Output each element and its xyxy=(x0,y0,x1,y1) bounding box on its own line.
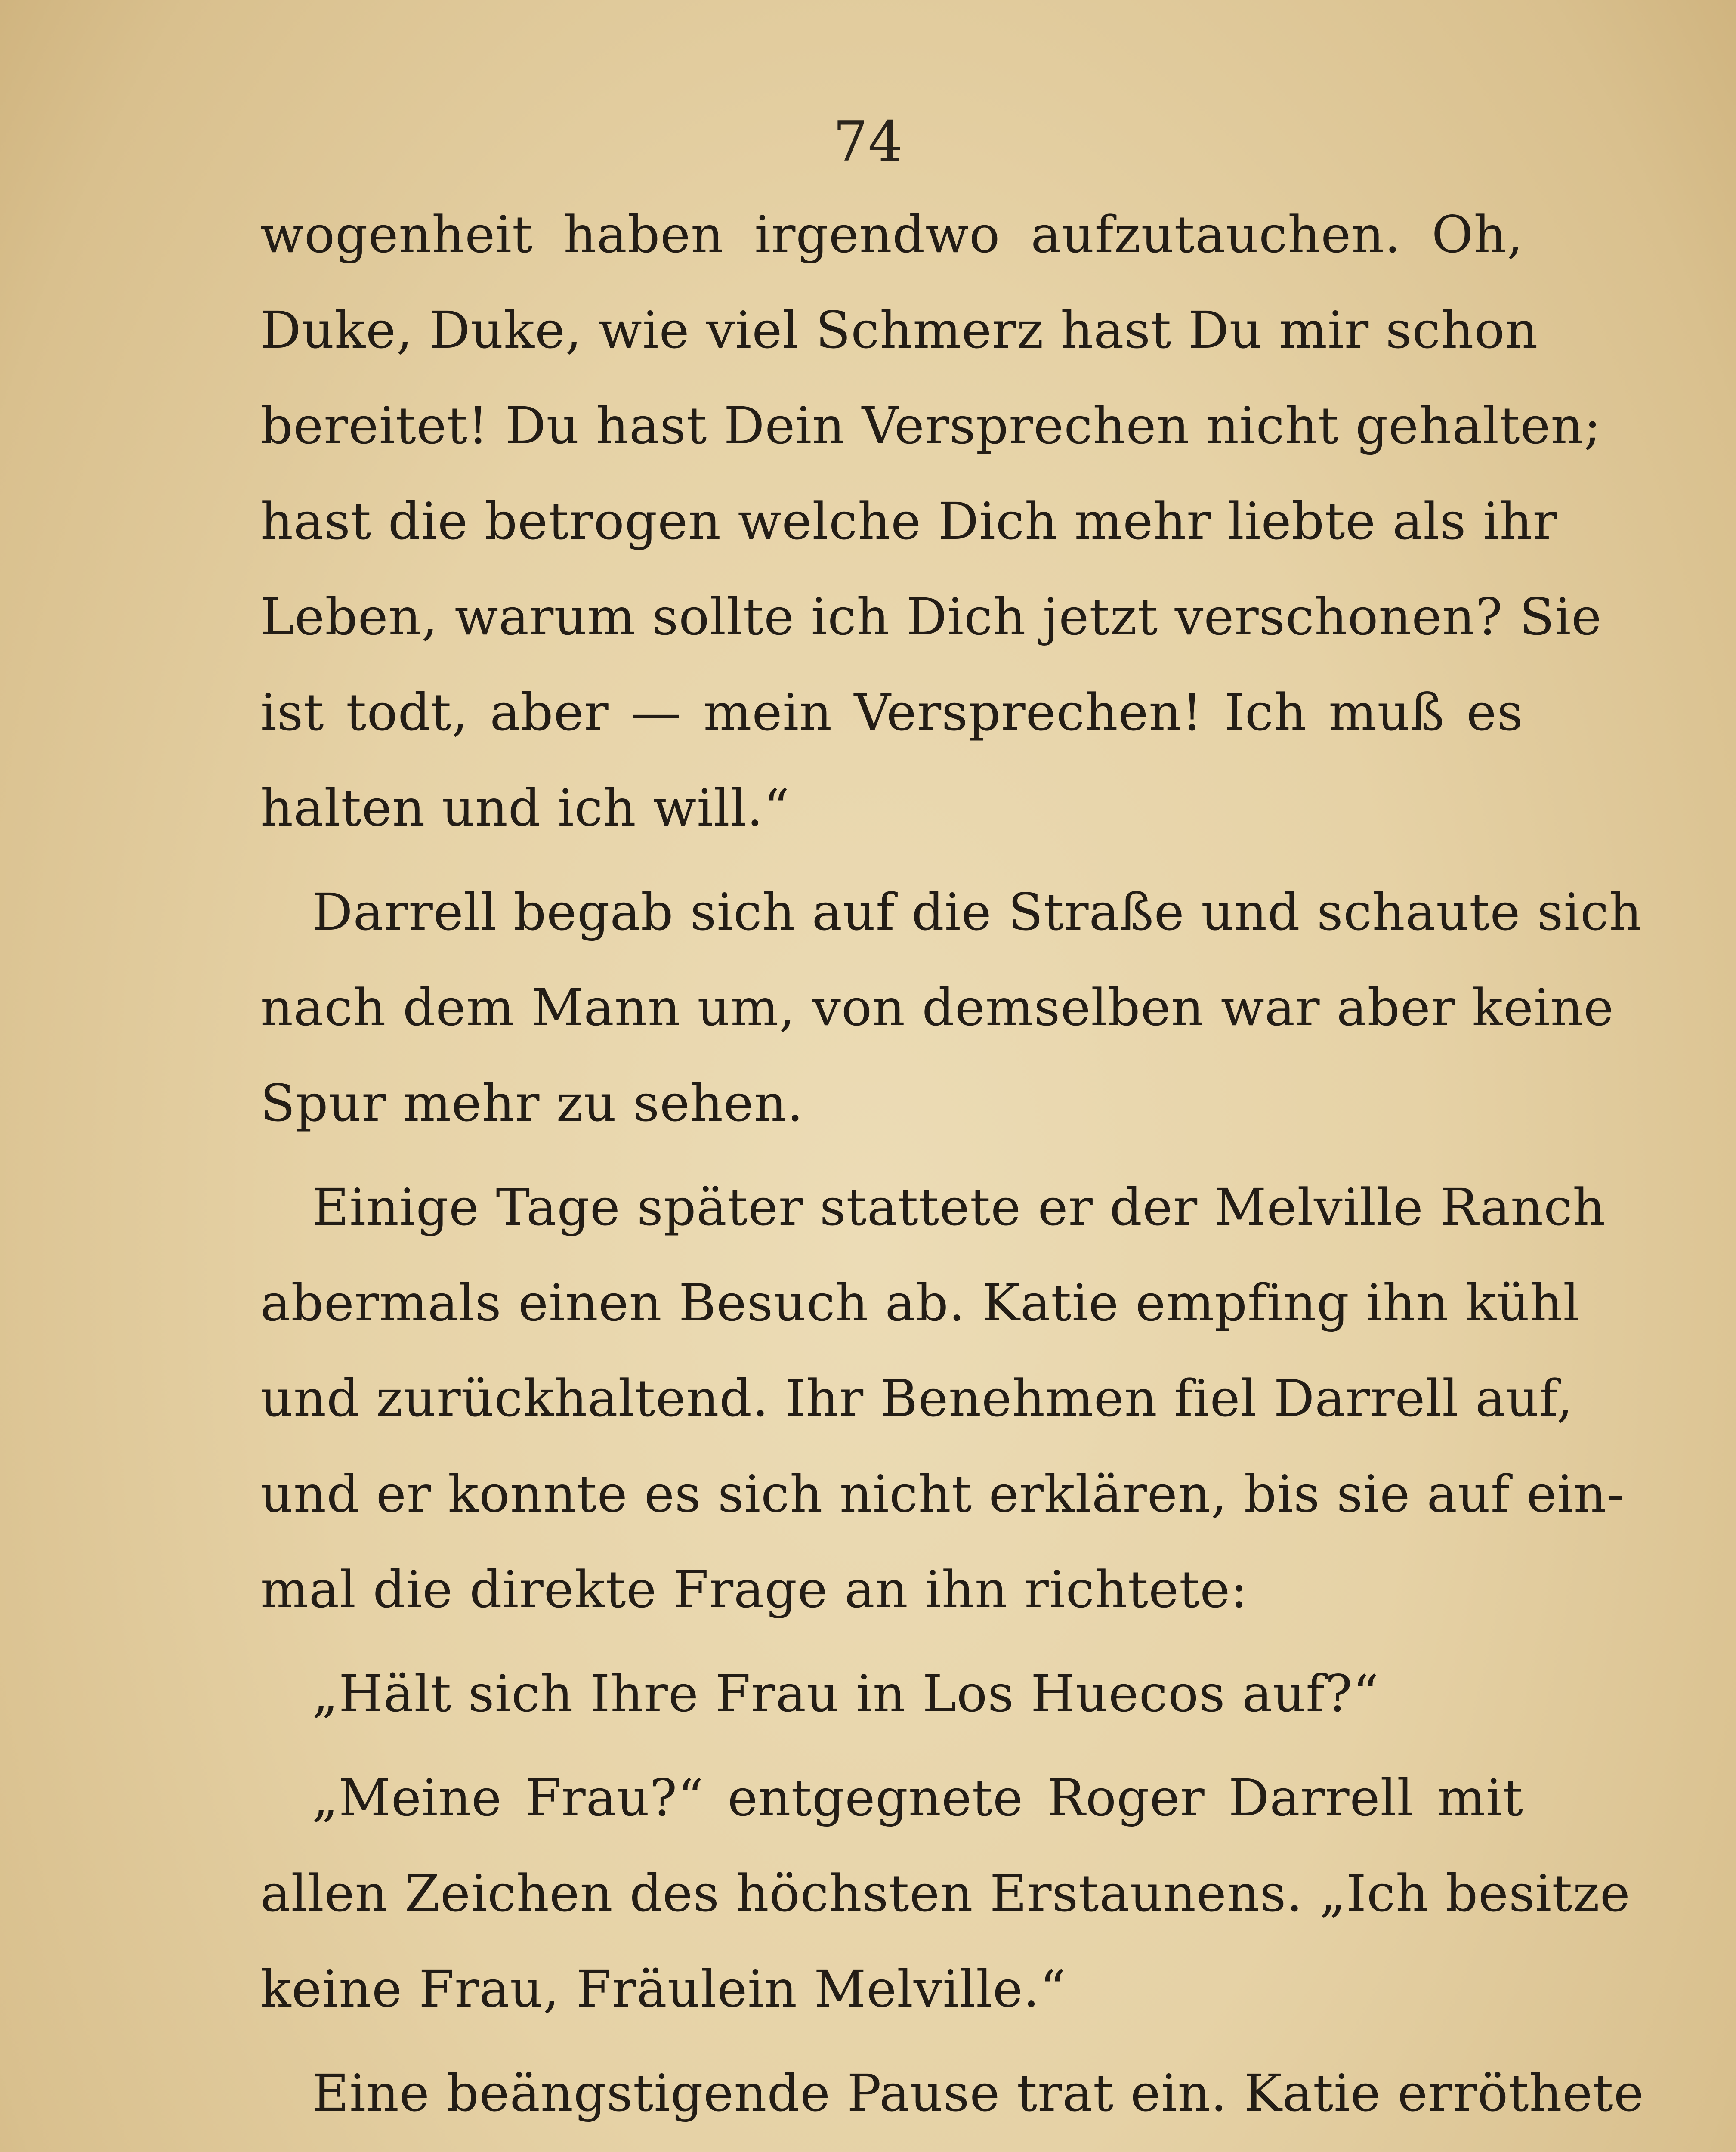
text-line: mal die direkte Frage an ihn richtete: xyxy=(260,1560,1248,1619)
text-line: keine Frau, Fräulein Melville.“ xyxy=(260,1959,1066,2019)
text-line: Leben, warum sollte ich Dich jetzt verschonen? Sie xyxy=(260,587,1602,646)
text-line: allen Zeichen des höchsten Erstaunens. „Ich besitze xyxy=(260,1864,1631,1923)
text-line: Einige Tage später stattete er der Melville Ranch xyxy=(312,1178,1606,1237)
text-line: „Hält sich Ihre Frau in Los Huecos auf?“ xyxy=(312,1664,1379,1723)
text-line: und er konnte es sich nicht erklären, bis sie auf ein- xyxy=(260,1464,1625,1524)
body-text xyxy=(260,187,1644,2152)
text-line: Duke, Duke, wie viel Schmerz hast Du mir schon xyxy=(260,300,1538,360)
text-line: hast die betrogen welche Dich mehr liebte als ihr xyxy=(260,492,1558,551)
text-line: „Meine Frau?“ entgegnete Roger Darrell mit xyxy=(312,1768,1523,1827)
text-line: bereitet! Du hast Dein Versprechen nicht gehalten; xyxy=(260,396,1602,455)
text-line: halten und ich will.“ xyxy=(260,778,790,838)
page-number: 74 xyxy=(833,110,903,174)
text-line: Spur mehr zu sehen. xyxy=(260,1073,804,1133)
text-line: und zurückhaltend. Ihr Benehmen fiel Darrell auf, xyxy=(260,1369,1573,1428)
text-line: Darrell begab sich auf die Straße und schaute sich xyxy=(312,882,1643,942)
text-line: Eine beängstigende Pause trat ein. Katie erröthete xyxy=(312,2063,1644,2123)
text-line xyxy=(260,2141,1523,2152)
text-line: ist todt, aber — mein Versprechen! Ich muß es xyxy=(260,683,1523,742)
text-line: abermals einen Besuch ab. Katie empfing ihn kühl xyxy=(260,1273,1580,1333)
text-line: nach dem Mann um, von demselben war aber keine xyxy=(260,978,1614,1037)
text-line: wogenheit haben irgendwo aufzutauchen. Oh, xyxy=(260,205,1523,264)
